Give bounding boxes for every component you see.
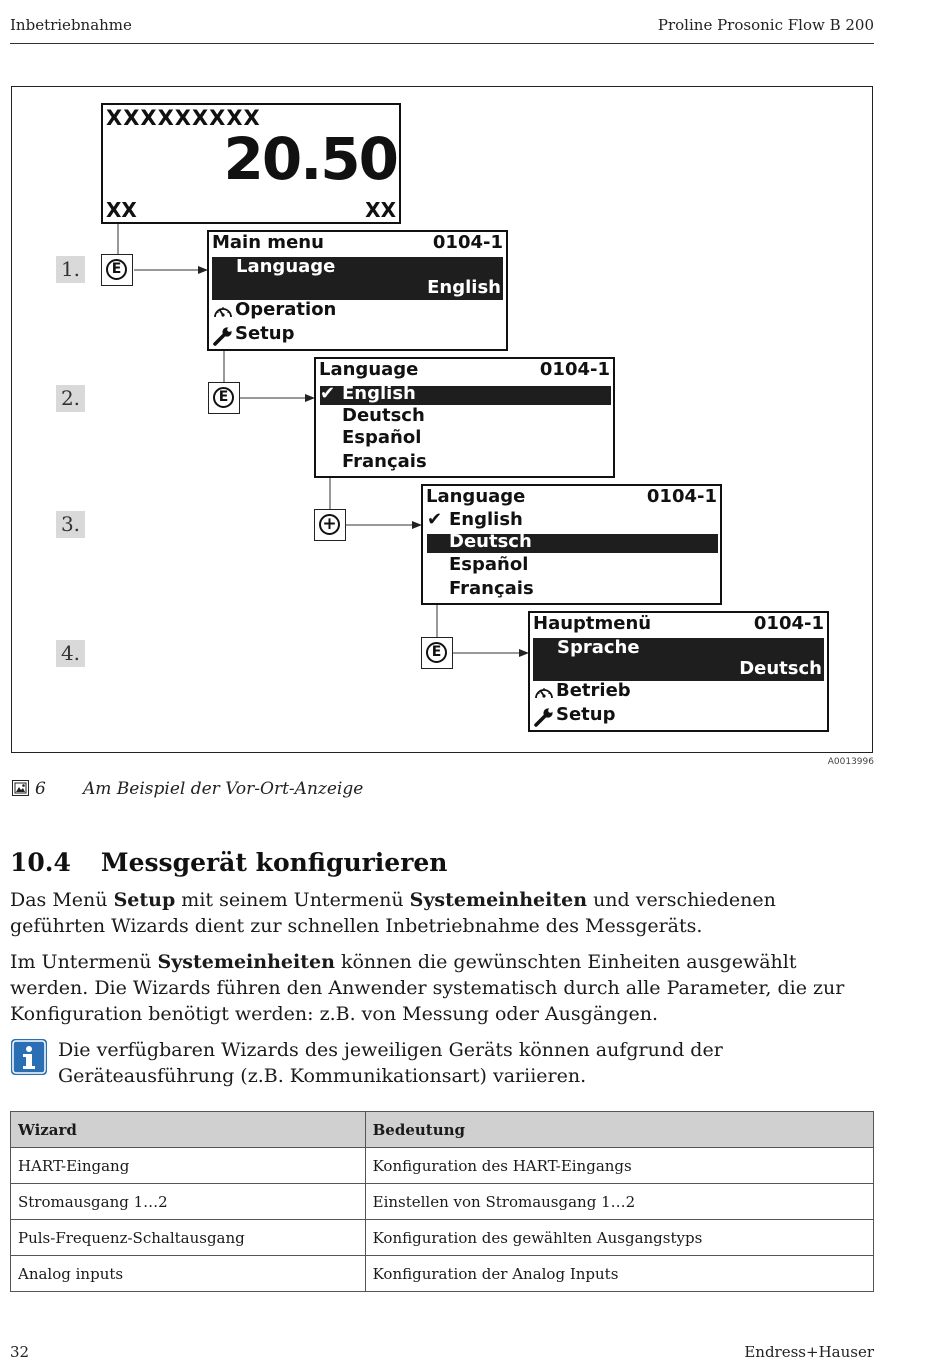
language-option-francais: Français [342,451,427,472]
info-note [58,1037,868,1089]
table-row [11,1148,874,1184]
hauptmenu-selected-item [533,638,824,681]
selected-item-value: English [427,277,501,298]
figure-caption: Am Beispiel der Vor-Ort-Anzeige [83,779,364,799]
paragraph-1 [10,887,870,939]
language-list-display-2 [421,484,722,605]
table-header-wizard: Wizard [11,1112,366,1148]
hauptmenu-display [528,611,829,732]
selected-item-value: Deutsch [739,658,822,679]
language-option-deutsch-highlighted [427,531,718,553]
step-label-4: 4. [56,640,85,667]
main-menu-code: 0104-1 [432,232,503,253]
main-menu-selected-item [212,257,503,300]
menu-item-setup: Setup [235,323,295,344]
footer-brand: Endress+Hauser [744,1343,874,1361]
menu-item-operation: Operation [235,299,337,320]
language-option-espanol: Español [449,554,529,575]
checkmark-icon: ✔ [427,509,443,530]
gauge-icon [534,683,554,707]
section-number: 10.4 [10,848,71,877]
figure-number: 6 [35,779,46,799]
info-note-text: Die verfügbaren Wizards des jeweiligen Geräts können aufgrund der Geräteausführung (z.B. Kommunikationsart) variieren. [58,1039,723,1087]
plus-key-icon: + [319,514,340,535]
display-value: 20.50 [223,125,397,193]
table-header-row [11,1112,874,1148]
p1-text-a: Das Menü [10,889,114,911]
enter-key-icon: E [213,387,234,408]
figure-icon [12,780,29,800]
p2-text-c: können die gewünschten Einheiten ausgewählt werden. Die Wizards führen den Anwender systematisch durch alle Parameter, die zur Konfiguration benötigt werden: z.B. von Messung oder Ausgängen. [10,951,845,1025]
table-header-bedeutung: Bedeutung [365,1112,873,1148]
hauptmenu-title: Hauptmenü [533,613,652,634]
table-cell: Puls-Frequenz-Schaltausgang [11,1220,366,1256]
language-option-francais: Français [449,578,534,599]
table-cell: Konfiguration des gewählten Ausgangstyps [365,1220,873,1256]
section-title: Messgerät konfigurieren [100,848,448,877]
enter-key-3 [421,637,453,669]
table-cell: HART-Eingang [11,1148,366,1184]
wrench-icon [534,707,554,731]
hauptmenu-code: 0104-1 [753,613,824,634]
display-unit-left: XX [106,198,137,222]
menu-item-setup: Setup [556,704,616,725]
header-left: Inbetriebnahme [10,16,132,34]
selected-item-label: Language [236,256,336,277]
table-cell: Stromausgang 1…2 [11,1184,366,1220]
option-label: English [342,383,416,404]
wrench-icon [213,326,233,350]
language-list-title: Language [319,359,419,380]
p1-text-c: mit seinem Untermenü [175,889,410,911]
language-list-title: Language [426,486,526,507]
header-right: Proline Prosonic Flow B 200 [657,16,874,34]
image-code: A0013996 [827,757,874,767]
table-cell: Einstellen von Stromausgang 1…2 [365,1184,873,1220]
checkmark-icon: ✔ [320,383,336,404]
paragraph-2 [10,949,870,1027]
table-row [11,1184,874,1220]
language-option-english-highlighted [320,383,611,405]
plus-key [314,509,346,541]
table-row [11,1256,874,1292]
display-measured-value [101,103,401,224]
menu-item-betrieb: Betrieb [556,680,631,701]
step-label-3: 3. [56,511,85,538]
p2-bold-systemeinheiten: Systemeinheiten [157,951,335,973]
p1-bold-setup: Setup [113,889,176,911]
table-cell: Konfiguration der Analog Inputs [365,1256,873,1292]
display-tag: XXXXXXXXX [106,106,261,130]
gauge-icon [213,302,233,326]
section-heading [10,848,447,877]
step-label-2: 2. [56,385,85,412]
info-icon [11,1039,47,1075]
table-cell: Analog inputs [11,1256,366,1292]
enter-key-1 [101,254,133,286]
language-option-espanol: Español [342,427,422,448]
wizard-table [10,1111,874,1292]
enter-key-2 [208,382,240,414]
p2-text-a: Im Untermenü [10,951,158,973]
p1-text-d: und verschiedenen geführten Wizards dient zur schnellen Inbetriebnahme des Messgeräts. [10,889,776,937]
language-option-english: English [449,509,523,530]
main-menu-display [207,230,508,351]
language-list-code: 0104-1 [646,486,717,507]
p1-bold-systemeinheiten: Systemeinheiten [409,889,588,911]
language-option-deutsch: Deutsch [342,405,425,426]
enter-key-icon: E [106,259,127,280]
language-list-code: 0104-1 [539,359,610,380]
language-list-display-1 [314,357,615,478]
page-number: 32 [10,1343,30,1361]
table-cell: Konfiguration des HART-Eingangs [365,1148,873,1184]
step-label-1: 1. [56,256,85,283]
selected-item-label: Sprache [557,637,640,658]
table-row [11,1220,874,1256]
option-label: Deutsch [449,531,532,552]
enter-key-icon: E [426,642,447,663]
main-menu-title: Main menu [212,232,324,253]
display-unit-right: XX [365,198,396,222]
